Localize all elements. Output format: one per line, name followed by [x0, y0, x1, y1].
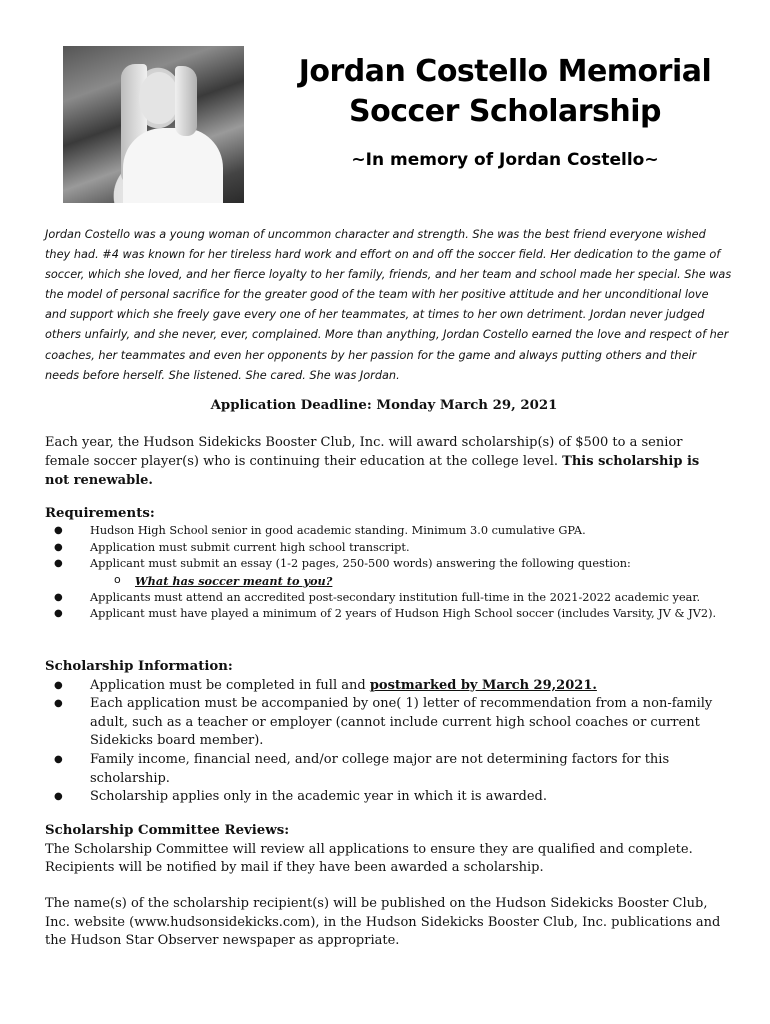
list-item	[45, 556, 735, 590]
intro-bold: This scholarship is not renewable.	[45, 454, 700, 488]
essay-question-list	[90, 573, 735, 590]
list-item: ● Applicant must have played a minimum of 2 years of Hudson High School soccer (includes Varsity, JV & JV2).	[45, 606, 735, 622]
list-item: ● Scholarship applies only in the academic year in which it is awarded.	[45, 788, 735, 807]
committee-text: The Scholarship Committee will review all applications to ensure they are qualified and complete. Recipients will be notified by mail if they have been awarded a scholarship.	[45, 841, 693, 876]
application-deadline: Application Deadline: Monday March 29, 2021	[210, 398, 558, 413]
postmark-deadline: postmarked by March 29,2021.	[369, 677, 597, 693]
page-subtitle: ~In memory of Jordan Costello~	[351, 150, 659, 170]
title-line-2: Soccer Scholarship	[348, 94, 662, 129]
list-item: ● Family income, financial need, and/or college major are not determining factors for this scholarship.	[45, 751, 735, 788]
requirements-section	[45, 506, 735, 623]
publish-paragraph: The name(s) of the scholarship recipient(s) will be published on the Hudson Sidekicks Booster Club, Inc. website (www.hudsonsidekicks.com), in the Hudson Sidekicks Booster Club, Inc. publications and the Hudson Star Observer newspaper as appropriate.	[45, 896, 721, 949]
title-line-1: Jordan Costello Memorial	[298, 54, 712, 89]
requirements-list	[45, 523, 735, 622]
list-item-text: Application must be completed in full and	[90, 677, 366, 693]
list-item: ● Hudson High School senior in good academic standing. Minimum 3.0 cumulative GPA.	[45, 523, 735, 539]
intro-text: Each year, the Hudson Sidekicks Booster Club, Inc. will award scholarship(s) of $500 to a senior female soccer player(s) who is continuing their education at the college level.	[45, 435, 683, 469]
list-item-text: Applicant must submit an essay (1-2 pages, 250-500 words) answering the following question:	[90, 557, 631, 571]
essay-question	[90, 573, 735, 590]
page-title	[270, 52, 740, 132]
memorial-photo	[63, 46, 244, 203]
list-item	[45, 677, 735, 696]
requirements-heading: Requirements:	[45, 506, 155, 521]
list-item: ● Applicants must attend an accredited post-secondary institution full-time in the 2021-2022 academic year.	[45, 590, 735, 606]
photo-detail	[123, 128, 223, 203]
intro-paragraph	[45, 433, 725, 490]
essay-question-text: What has soccer meant to you?	[135, 573, 333, 588]
committee-section	[45, 822, 735, 878]
scholarship-info-heading: Scholarship Information:	[45, 659, 233, 674]
scholarship-info-list	[45, 677, 735, 807]
photo-detail	[175, 66, 197, 136]
committee-heading: Scholarship Committee Reviews:	[45, 823, 290, 838]
list-item: ● Application must submit current high school transcript.	[45, 540, 735, 556]
tribute-paragraph: Jordan Costello was a young woman of uncommon character and strength. She was the best friend everyone wished they had. #4 was known for her tireless hard work and effort on and off the soccer field. Her dedication to the game of soccer, which she loved, and her fierce loyalty to her family, friends, and her team and school made her special. She was the model of personal sacrifice for the greater good of the team with her positive attitude and her unconditional love and support which she freely gave every one of her teammates, at times to her own detriment. Jordan never judged others unfairly, and she never, ever, complained. More than anything, Jordan Costello earned the love and respect of her coaches, her teammates and even her opponents by her passion for the game and always putting others and their needs before herself. She listened. She cared. She was Jordan.	[45, 228, 732, 382]
list-item: ● Each application must be accompanied by one( 1) letter of recommendation from a non-family adult, such as a teacher or employer (cannot include current high school coaches or current Sidekicks board member).	[45, 695, 735, 751]
photo-detail	[139, 72, 179, 124]
scholarship-info-section	[45, 658, 735, 807]
